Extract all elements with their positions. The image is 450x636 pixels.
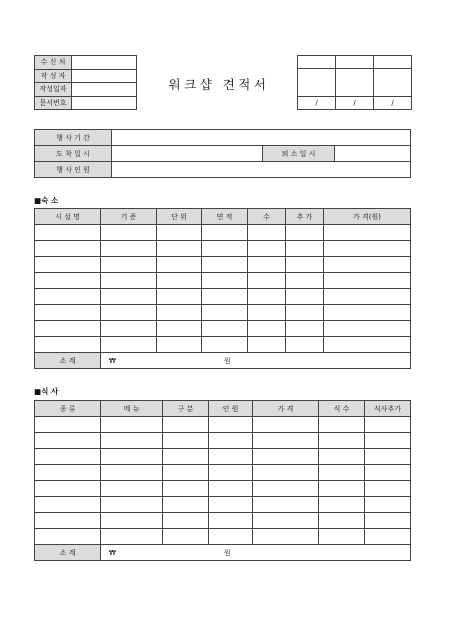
lodging-column-header: 기 준 [101, 209, 157, 225]
meals-cell[interactable] [209, 465, 253, 481]
lodging-cell[interactable] [286, 257, 324, 273]
lodging-cell[interactable] [324, 241, 411, 257]
meals-column-header: 인 원 [209, 401, 253, 417]
approval-sign-cell[interactable] [298, 69, 336, 97]
table-row [35, 513, 411, 529]
lodging-cell[interactable] [35, 257, 101, 273]
meals-cell[interactable] [365, 481, 411, 497]
meals-cell[interactable] [319, 449, 365, 465]
meals-cell[interactable] [35, 433, 101, 449]
lodging-cell[interactable] [35, 225, 101, 241]
meals-cell[interactable] [319, 417, 365, 433]
meals-cell[interactable] [319, 433, 365, 449]
lodging-cell[interactable] [248, 257, 286, 273]
meals-cell[interactable] [253, 465, 319, 481]
meals-cell[interactable] [163, 465, 209, 481]
lodging-cell[interactable] [157, 225, 202, 241]
table-row [35, 273, 411, 289]
lodging-cell[interactable] [101, 321, 157, 337]
meals-column-header: 종 류 [35, 401, 101, 417]
table-row [35, 529, 411, 545]
lodging-cell[interactable] [157, 257, 202, 273]
meals-cell[interactable] [319, 513, 365, 529]
meals-cell[interactable] [101, 497, 163, 513]
lodging-cell[interactable] [324, 337, 411, 353]
lodging-subtotal-label: 소 계 [35, 353, 101, 369]
header-field-value[interactable] [72, 56, 137, 70]
header-field-value[interactable] [72, 96, 137, 110]
meals-cell[interactable] [101, 465, 163, 481]
lodging-cell[interactable] [286, 241, 324, 257]
checkout-label: 퇴 소 일 시 [263, 146, 335, 162]
meals-cell[interactable] [365, 465, 411, 481]
table-row [35, 337, 411, 353]
table-row [35, 433, 411, 449]
header-field-label: 작 성 자 [35, 69, 72, 83]
approval-header-cell [374, 56, 412, 69]
people-label: 행 사 인 원 [35, 162, 112, 178]
table-row [35, 481, 411, 497]
lodging-cell[interactable] [248, 337, 286, 353]
lodging-column-header: 단 위 [157, 209, 202, 225]
lodging-cell[interactable] [286, 305, 324, 321]
header-info-table [34, 55, 137, 110]
lodging-section-title: ■숙 소 [34, 196, 59, 205]
meals-cell[interactable] [101, 513, 163, 529]
lodging-cell[interactable] [157, 337, 202, 353]
lodging-cell[interactable] [35, 273, 101, 289]
lodging-cell[interactable] [101, 241, 157, 257]
lodging-cell[interactable] [35, 289, 101, 305]
meals-cell[interactable] [209, 417, 253, 433]
event-period-label: 행 사 기 간 [35, 130, 112, 146]
meals-column-header: 가 격 [253, 401, 319, 417]
lodging-cell[interactable] [101, 289, 157, 305]
meals-cell[interactable] [253, 433, 319, 449]
lodging-cell[interactable] [248, 321, 286, 337]
header-field-label: 문서번호 [35, 96, 72, 110]
currency-unit: 원 [224, 548, 231, 557]
meals-cell[interactable] [35, 465, 101, 481]
meals-cell[interactable] [253, 481, 319, 497]
meals-cell[interactable] [365, 513, 411, 529]
currency-unit: 원 [224, 356, 231, 365]
meals-cell[interactable] [101, 529, 163, 545]
approval-date-cell[interactable]: / [298, 97, 336, 110]
arrival-label: 도 착 일 시 [35, 146, 112, 162]
meals-cell[interactable] [209, 529, 253, 545]
meals-cell[interactable] [101, 449, 163, 465]
table-row [35, 289, 411, 305]
meals-cell[interactable] [101, 481, 163, 497]
lodging-cell[interactable] [324, 273, 411, 289]
header-field-value[interactable] [72, 69, 137, 83]
lodging-cell[interactable] [324, 321, 411, 337]
arrival-field[interactable] [112, 146, 263, 162]
meals-cell[interactable] [209, 449, 253, 465]
lodging-cell[interactable] [157, 321, 202, 337]
meals-cell[interactable] [253, 529, 319, 545]
table-row [35, 417, 411, 433]
lodging-subtotal-field[interactable] [101, 353, 411, 369]
table-row [35, 465, 411, 481]
meals-cell[interactable] [163, 433, 209, 449]
lodging-cell[interactable] [157, 305, 202, 321]
lodging-cell[interactable] [324, 225, 411, 241]
meals-cell[interactable] [209, 433, 253, 449]
meals-cell[interactable] [101, 433, 163, 449]
approval-header-cell [298, 56, 336, 69]
meals-cell[interactable] [319, 529, 365, 545]
meals-table [34, 400, 411, 561]
table-row [35, 225, 411, 241]
lodging-cell[interactable] [286, 321, 324, 337]
meals-cell[interactable] [319, 465, 365, 481]
meals-cell[interactable] [163, 513, 209, 529]
meals-cell[interactable] [365, 529, 411, 545]
lodging-column-header: 추 가 [286, 209, 324, 225]
lodging-cell[interactable] [35, 337, 101, 353]
lodging-cell[interactable] [101, 305, 157, 321]
meals-cell[interactable] [163, 497, 209, 513]
lodging-cell[interactable] [248, 225, 286, 241]
lodging-cell[interactable] [157, 273, 202, 289]
checkout-field[interactable] [335, 146, 411, 162]
table-row [35, 305, 411, 321]
meals-column-header: 식 수 [319, 401, 365, 417]
header-field-label: 수 신 처 [35, 56, 72, 70]
lodging-cell[interactable] [202, 321, 248, 337]
lodging-cell[interactable] [286, 337, 324, 353]
meals-subtotal-field[interactable] [101, 545, 411, 561]
lodging-cell[interactable] [202, 273, 248, 289]
lodging-cell[interactable] [324, 257, 411, 273]
lodging-table [34, 208, 411, 369]
lodging-cell[interactable] [248, 273, 286, 289]
meals-cell[interactable] [365, 433, 411, 449]
people-field[interactable] [112, 162, 411, 178]
meals-cell[interactable] [209, 513, 253, 529]
lodging-cell[interactable] [35, 321, 101, 337]
lodging-column-header: 시 설 명 [35, 209, 101, 225]
lodging-cell[interactable] [324, 289, 411, 305]
meals-column-header: 식사추가 [365, 401, 411, 417]
lodging-column-header: 면 적 [202, 209, 248, 225]
meals-cell[interactable] [253, 449, 319, 465]
lodging-cell[interactable] [286, 289, 324, 305]
meals-cell[interactable] [253, 513, 319, 529]
lodging-cell[interactable] [101, 257, 157, 273]
meals-cell[interactable] [209, 497, 253, 513]
meals-column-header: 구 분 [163, 401, 209, 417]
meals-cell[interactable] [35, 497, 101, 513]
table-row [35, 257, 411, 273]
event-info-table [34, 129, 411, 178]
meals-cell[interactable] [253, 497, 319, 513]
meals-cell[interactable] [209, 481, 253, 497]
lodging-cell[interactable] [248, 289, 286, 305]
currency-symbol: ₩ [109, 548, 116, 557]
lodging-cell[interactable] [202, 241, 248, 257]
meals-cell[interactable] [319, 481, 365, 497]
currency-symbol: ₩ [109, 356, 116, 365]
lodging-column-header: 가 격(원) [324, 209, 411, 225]
meals-cell[interactable] [163, 481, 209, 497]
lodging-cell[interactable] [324, 305, 411, 321]
lodging-cell[interactable] [157, 289, 202, 305]
meals-cell[interactable] [163, 449, 209, 465]
lodging-cell[interactable] [202, 225, 248, 241]
table-row [35, 241, 411, 257]
approval-sign-cell[interactable] [374, 69, 412, 97]
meals-cell[interactable] [101, 417, 163, 433]
meals-cell[interactable] [365, 497, 411, 513]
meals-subtotal-label: 소 계 [35, 545, 101, 561]
approval-date-cell[interactable]: / [336, 97, 374, 110]
lodging-cell[interactable] [101, 273, 157, 289]
lodging-cell[interactable] [248, 241, 286, 257]
approval-sign-cell[interactable] [336, 69, 374, 97]
lodging-cell[interactable] [286, 225, 324, 241]
meals-cell[interactable] [319, 497, 365, 513]
lodging-cell[interactable] [101, 337, 157, 353]
lodging-cell[interactable] [202, 257, 248, 273]
meals-cell[interactable] [35, 417, 101, 433]
header-field-value[interactable] [72, 83, 137, 97]
table-row [35, 449, 411, 465]
lodging-cell[interactable] [157, 241, 202, 257]
meals-cell[interactable] [365, 449, 411, 465]
meals-cell[interactable] [365, 417, 411, 433]
meals-cell[interactable] [35, 529, 101, 545]
meals-cell[interactable] [35, 481, 101, 497]
header-field-label: 작성일자 [35, 83, 72, 97]
lodging-cell[interactable] [202, 305, 248, 321]
event-period-field[interactable] [112, 130, 411, 146]
meals-cell[interactable] [253, 417, 319, 433]
meals-column-header: 메 뉴 [101, 401, 163, 417]
meals-cell[interactable] [163, 417, 209, 433]
meals-cell[interactable] [163, 529, 209, 545]
lodging-cell[interactable] [35, 305, 101, 321]
meals-cell[interactable] [35, 513, 101, 529]
approval-header-cell [336, 56, 374, 69]
table-row [35, 497, 411, 513]
approval-box [297, 55, 412, 110]
approval-date-cell[interactable]: / [374, 97, 412, 110]
document-title: 워크샵 견적서 [168, 77, 270, 92]
lodging-column-header: 수 [248, 209, 286, 225]
lodging-cell[interactable] [101, 225, 157, 241]
lodging-cell[interactable] [202, 337, 248, 353]
meals-section-title: ■식 사 [34, 387, 59, 396]
lodging-cell[interactable] [286, 273, 324, 289]
lodging-cell[interactable] [35, 241, 101, 257]
lodging-cell[interactable] [202, 289, 248, 305]
meals-cell[interactable] [35, 449, 101, 465]
lodging-cell[interactable] [248, 305, 286, 321]
table-row [35, 321, 411, 337]
